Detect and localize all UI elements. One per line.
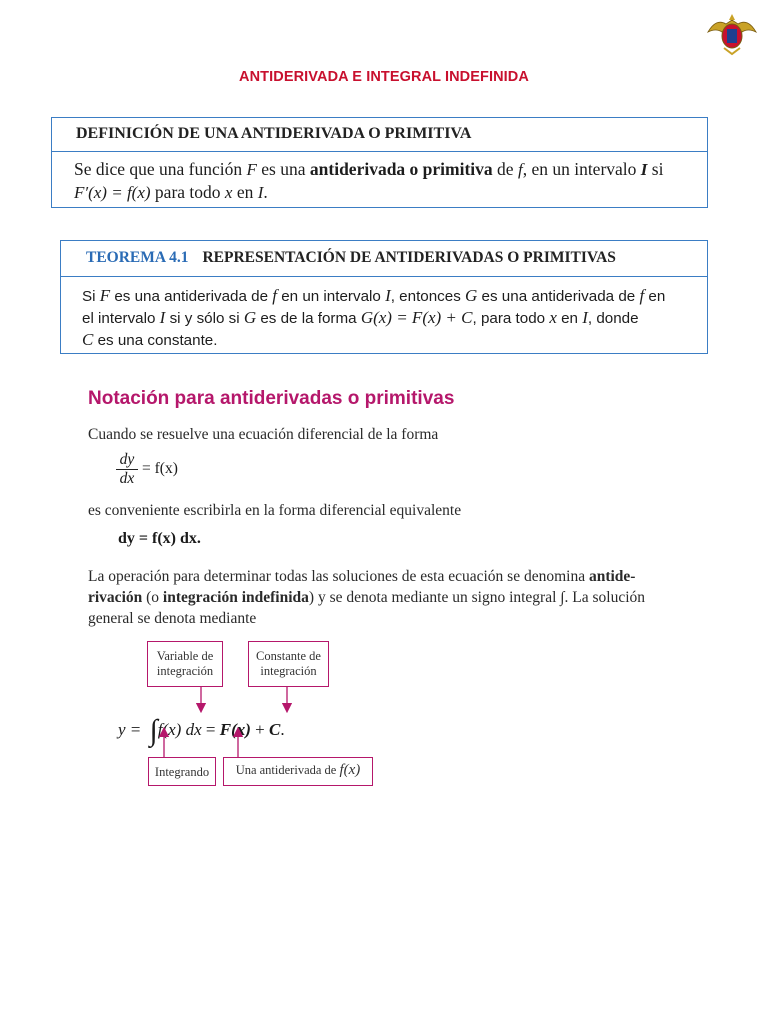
- text: Se dice que una función: [74, 159, 247, 179]
- eq-C: C: [269, 720, 281, 739]
- differential-equation: dy = f(x) dx.: [118, 530, 201, 547]
- integral-sign: ∫: [149, 714, 158, 747]
- text: general se denota mediante: [88, 610, 257, 627]
- eq-equals: =: [205, 720, 216, 739]
- eq-period: .: [280, 720, 285, 739]
- text: .: [263, 182, 268, 202]
- text: para todo: [150, 182, 225, 202]
- text: Si: [82, 288, 100, 305]
- text: , para todo: [472, 310, 550, 327]
- section-title: Notación para antiderivadas o primitivas: [88, 388, 455, 409]
- text: es una: [256, 159, 310, 179]
- text: La operación para determinar todas las soluciones de esta ecuación se denomina: [88, 568, 589, 585]
- text: en: [644, 288, 666, 305]
- text: es una antiderivada de: [477, 288, 640, 305]
- text: , en un intervalo: [522, 159, 641, 179]
- fraction-rhs: = f(x): [142, 460, 178, 477]
- theorem-title: REPRESENTACIÓN DE ANTIDERIVADAS O PRIMITIVAS: [202, 249, 616, 266]
- math-x: x: [224, 183, 233, 202]
- math-I: I: [385, 286, 391, 305]
- text: en un intervalo: [276, 288, 386, 305]
- math-f: f: [272, 286, 277, 305]
- math-G: G: [243, 308, 257, 327]
- text: en: [232, 182, 258, 202]
- math-fx: f(x): [339, 762, 361, 778]
- math-I: I: [257, 183, 264, 202]
- definition-heading: DEFINICIÓN DE UNA ANTIDERIVADA O PRIMITIVA: [52, 118, 707, 152]
- text: , entonces: [390, 288, 466, 305]
- math-x: x: [549, 308, 557, 327]
- text: (o: [142, 589, 163, 606]
- text: , donde: [587, 310, 639, 327]
- page-title: ANTIDERIVADA E INTEGRAL INDEFINIDA: [239, 69, 529, 85]
- text: si: [647, 159, 664, 179]
- text: es una antiderivada de: [110, 288, 273, 305]
- math-G: G: [465, 286, 478, 305]
- math-I: I: [159, 308, 166, 327]
- math-equation: G(x) = F(x) + C: [360, 308, 473, 327]
- math-F: F: [246, 160, 257, 179]
- integral-sign: ∫: [560, 589, 565, 606]
- notation-paragraph-2: es conveniente escribirla en la forma diferencial equivalente: [88, 502, 462, 519]
- text: es de la forma: [256, 310, 361, 327]
- fraction-denominator: dx: [119, 470, 135, 487]
- label-integrando: Integrando: [148, 757, 216, 786]
- label-constante-integracion: Constante de integración: [248, 641, 329, 687]
- eq-y: y =: [118, 720, 142, 739]
- bold-term: integración indefinida: [162, 589, 309, 606]
- text: Una antiderivada de: [235, 763, 340, 777]
- math-I: I: [582, 308, 588, 327]
- math-F: F: [99, 286, 111, 305]
- math-f: f: [517, 160, 523, 179]
- text: en: [556, 310, 583, 327]
- theorem-number: TEOREMA 4.1: [86, 249, 189, 266]
- eq-dx: dx: [185, 720, 202, 739]
- text: el intervalo: [82, 310, 160, 327]
- math-equation: F′(x) = f(x): [74, 183, 151, 202]
- bold-term: antide-: [588, 568, 636, 585]
- math-f: f: [639, 286, 645, 305]
- bold-term: antiderivada o primitiva: [309, 159, 493, 179]
- fraction-numerator: dy: [116, 451, 138, 470]
- eq-plus: +: [255, 720, 265, 739]
- notation-paragraph-1: Cuando se resuelve una ecuación diferencial de la forma: [88, 426, 439, 443]
- text: ) y se denota mediante un signo integral: [308, 589, 561, 606]
- bold-term: rivación: [88, 589, 143, 606]
- eq-Fx: F(x): [219, 720, 251, 739]
- text: de: [492, 159, 518, 179]
- eq-fx: f(x): [157, 720, 182, 739]
- label-variable-integracion: Variable de integración: [147, 641, 223, 687]
- text: . La solución: [564, 589, 646, 606]
- text: es una constante.: [93, 332, 218, 349]
- math-I: I: [640, 160, 648, 179]
- math-C: C: [82, 330, 94, 349]
- text: si y sólo si: [165, 310, 244, 327]
